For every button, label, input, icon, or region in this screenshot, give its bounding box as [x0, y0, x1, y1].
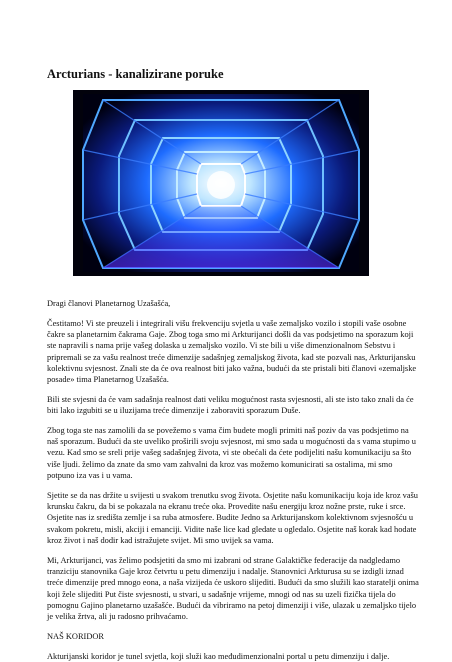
greeting-line: Dragi članovi Planetarnog Uzašašća,	[47, 299, 171, 308]
paragraph-2: Bili ste svjesni da će vam sadašnja realnost dati veliku mogućnost rasta svjesnosti, ali ste isto tako znali da će biti lako izgubiti se u iluzijama treće dimenzije i zaboraviti sporazum Duše.	[47, 395, 414, 416]
paragraph-3: Zbog toga ste nas zamolili da se povežemo s vama čim budete mogli primiti naš poziv da vas podsjetimo na naš sporazum. Budući da ste uveliko proširili svoju svjesnost, mi smo sada u mogućnosti da s vama stupimo u vezu. Kad smo se sreli prije vašeg sadašnjeg života, vi ste obećali da ćete podijeliti našu komunikaciju sa što više ljudi. želimo da znate da smo vam zahvalni da kroz vas možemo komunicirati sa ostalima, mi smo potpuno iza vas i u vama.	[47, 426, 416, 480]
paragraph-1: Čestitamo! Vi ste preuzeli i integrirali višu frekvenciju svjetla u vaše zemaljsko vozilo i stopili vaše osobne čakre sa planetarnim čakrama Gaje. Zbog toga smo mi Arkturijanci došli da vas podsjetimo na sporazum koji ste napravili s nama prije vašeg dolaska u zemaljsko vozilo. Vi ste bili u više dimenzionalnom Sebstvu i pripremali se za vašu realnost treće dimenzije sadašnjeg zemaljskog života, kad ste pozvali nas, Arkturijansku kolektivnu svjesnost. Znali ste da će ova realnost biti jako važna, budući da ste pristali biti članovi «zemaljske posade» tima Planetarnog Uzašašća.	[47, 319, 417, 385]
paragraph-6: Akturijanski koridor je tunel svjetla, koji služi kao međudimenzionalni portal u petu dimenziju i dalje.	[47, 652, 390, 661]
paragraph-5: Mi, Arkturijanci, vas želimo podsjetiti da smo mi izabrani od strane Galaktičke federacije da nadgledamo tranziciju stanovnika Gaje kroz četvrtu u petu dimenziju i nadalje. Stanovnici Arkturusa su se izdigli iznad treće dimenzije pred mnogo eona, a naša vizijeda će uskoro slijediti. Budući da smo služili kao staratelji onima koji žele slijediti Put čiste svjesnosti, u stvari, u sadašnje vrijeme, mnogi od nas su uzeli fizička tijela do pomognu Gajino planetarno uzašašće. Budući da vibriramo na petoj dimenziji i više, ulazak u zemaljsko tijelo je velika žrtva, ali ju radosno prihvaćamo.	[47, 556, 419, 622]
section-heading: NAŠ KORIDOR	[47, 632, 105, 641]
paragraph-4: Sjetite se da nas držite u svijesti u svakom trenutku svog života. Osjetite našu komunikaciju koja ide kroz vašu krunsku čakru, da bi se pokazala na ekranu treće oka. Provedite našu energiju kroz nožne prste, ruke i srce. Osjetite nas iz središta zemlje i sa ruba atmosfere. Budite Jedno sa Arkturijanskom kolektivnom svjesnošću u svakom pokretu, misli, akciji i emanciji. Vidite naše lice kad gledate u ogledalo. Osjetite naš korak kad hodate kroz život i naš dodir kad istražujete svijet. Mi smo uvijek sa vama.	[47, 491, 418, 545]
tunnel-illustration	[73, 90, 369, 276]
tunnel-of-light-image	[73, 90, 369, 276]
document-title: Arcturians - kanalizirane poruke	[47, 67, 224, 81]
